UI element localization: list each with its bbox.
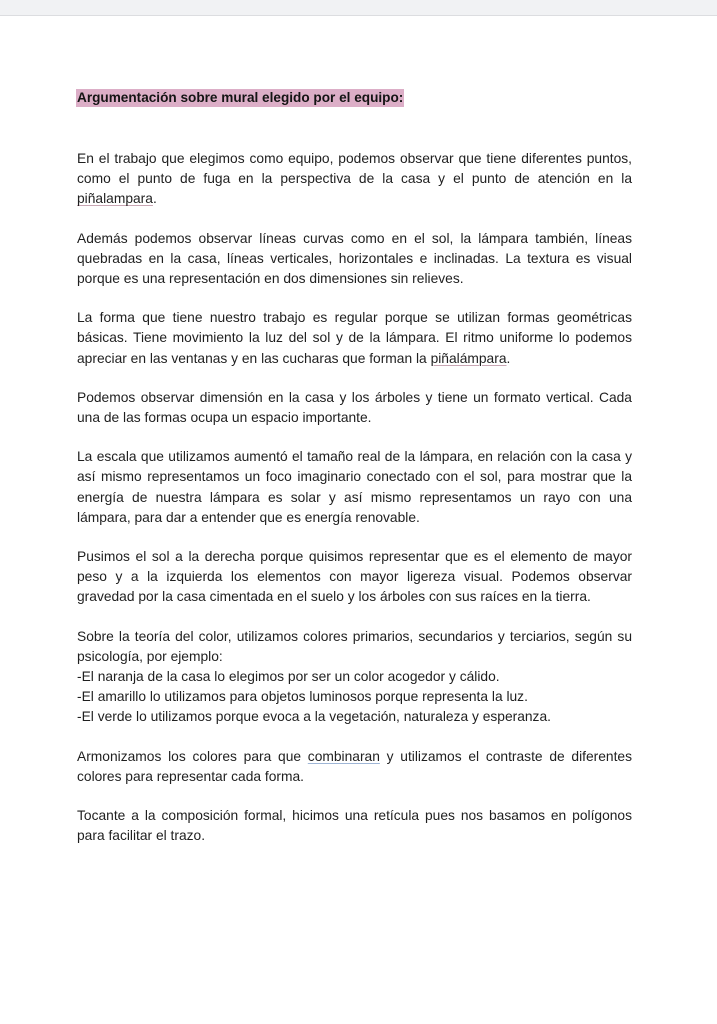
paragraph-3-end: . bbox=[506, 350, 511, 366]
paragraph-5: La escala que utilizamos aumentó el tamaño real de la lámpara, en relación con la casa y así mismo representamos un foco imaginario conectado con el sol, para mostrar que la energía de nuestra lámpara es solar y así mismo representamos un rayo con una lámpara, para dar a entender que es energía renovable. bbox=[77, 449, 632, 525]
paragraph-6: Pusimos el sol a la derecha porque quisimos representar que es el elemento de mayor peso y a la izquierda los elementos con mayor ligereza visual. Podemos observar gravedad por la casa cimentada en el suelo y los árboles con sus raíces en la tierra. bbox=[77, 549, 632, 605]
paragraph-1-end: . bbox=[152, 191, 157, 207]
color-item-yellow: -El amarillo lo utilizamos para objetos luminosos porque representa la luz. bbox=[77, 689, 528, 705]
color-theory-intro: Sobre la teoría del color, utilizamos colores primarios, secundarios y terciarios, según su psicología, por ejemplo: bbox=[77, 628, 632, 664]
spellcheck-word[interactable]: piñalampara bbox=[77, 191, 153, 207]
color-item-green: -El verde lo utilizamos porque evoca a la vegetación, naturaleza y esperanza. bbox=[77, 709, 551, 725]
paragraph-8 bbox=[77, 747, 632, 787]
spellcheck-word[interactable]: piñalámpara bbox=[430, 350, 507, 366]
paragraph-7 bbox=[77, 627, 632, 728]
paragraph-3 bbox=[77, 308, 632, 369]
paragraph-8-end: y utilizamos el contraste de diferentes colores para representar cada forma. bbox=[77, 748, 632, 784]
paragraph-4: Podemos observar dimensión en la casa y los árboles y tiene un formato vertical. Cada una de las formas ocupa un espacio importante. bbox=[77, 389, 632, 426]
grammar-check-word[interactable]: combinaran bbox=[307, 748, 380, 764]
paragraph-3-text: La forma que tiene nuestro trabajo es regular porque se utilizan formas geométricas básicas. Tiene movimiento la luz del sol y de la lámpara. El ritmo uniforme lo podemos apreciar en las ventanas y en las cucharas que forman la bbox=[77, 310, 632, 366]
color-item-orange: -El naranja de la casa lo elegimos por ser un color acogedor y cálido. bbox=[77, 669, 500, 685]
viewer-top-bar bbox=[0, 0, 717, 16]
paragraph-2: Además podemos observar líneas curvas como en el sol, la lámpara también, líneas quebradas en la casa, líneas verticales, horizontales e inclinadas. La textura es visual porque es una representación en dos dimensiones sin relieves. bbox=[77, 230, 632, 287]
paragraph-9: Tocante a la composición formal, hicimos una retícula pues nos basamos en polígonos para facilitar el trazo. bbox=[77, 808, 632, 844]
paragraph-8-text: Armonizamos los colores para que bbox=[77, 748, 308, 764]
document-page bbox=[77, 89, 632, 846]
paragraph-1 bbox=[77, 149, 632, 210]
paragraph-1-text: En el trabajo que elegimos como equipo, podemos observar que tiene diferentes puntos, como el punto de fuga en la perspectiva de la casa y el punto de atención en la bbox=[77, 151, 632, 187]
document-title: Argumentación sobre mural elegido por el equipo: bbox=[77, 90, 404, 105]
